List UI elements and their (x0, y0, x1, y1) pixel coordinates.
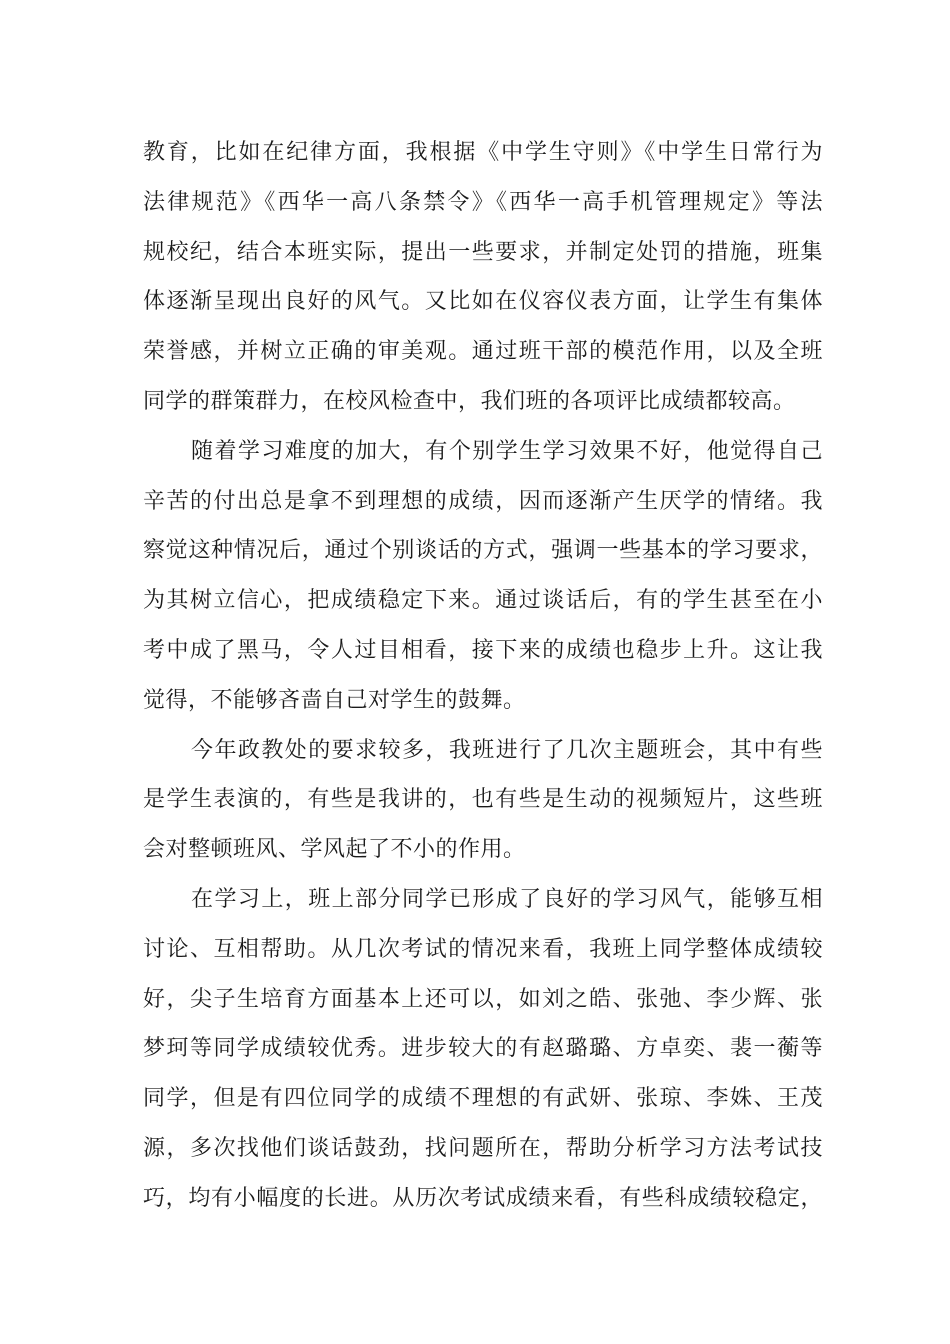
text-line: 梦珂等同学成绩较优秀。进步较大的有赵璐璐、方卓奕、裴一蘅等 (143, 1036, 823, 1062)
text-line: 讨论、互相帮助。从几次考试的情况来看，我班上同学整体成绩较 (143, 936, 823, 962)
text-line: 同学，但是有四位同学的成绩不理想的有武妍、张琼、李姝、王茂 (143, 1086, 823, 1112)
text-line: 考中成了黑马，令人过目相看，接下来的成绩也稳步上升。这让我 (143, 637, 823, 663)
text-line: 好，尖子生培育方面基本上还可以，如刘之皓、张弛、李少辉、张 (143, 986, 823, 1012)
text-line: 觉得，不能够吝啬自己对学生的鼓舞。 (143, 687, 526, 713)
text-line: 荣誉感，并树立正确的审美观。通过班干部的模范作用，以及全班 (143, 339, 823, 365)
paragraph-first-line: 随着学习难度的加大，有个别学生学习效果不好，他觉得自己 (191, 438, 823, 464)
paragraph-first-line: 今年政教处的要求较多，我班进行了几次主题班会，其中有些 (191, 737, 823, 763)
text-line: 教育，比如在纪律方面，我根据《中学生守则》《中学生日常行为 (143, 140, 823, 165)
text-line: 同学的群策群力，在校风检查中，我们班的各项评比成绩都较高。 (143, 388, 796, 414)
text-line: 会对整顿班风、学风起了不小的作用。 (143, 837, 526, 863)
text-line: 察觉这种情况后，通过个别谈话的方式，强调一些基本的学习要求， (143, 538, 823, 564)
text-line: 是学生表演的，有些是我讲的，也有些是生动的视频短片，这些班 (143, 787, 823, 813)
paragraph-first-line: 在学习上，班上部分同学已形成了良好的学习风气，能够互相 (191, 886, 823, 912)
text-line: 源，多次找他们谈话鼓劲，找问题所在，帮助分析学习方法考试技 (143, 1135, 823, 1161)
text-line: 规校纪，结合本班实际，提出一些要求，并制定处罚的措施，班集 (143, 239, 823, 265)
body-text (143, 128, 823, 1224)
text-line: 为其树立信心，把成绩稳定下来。通过谈话后，有的学生甚至在小 (143, 588, 823, 614)
text-line: 辛苦的付出总是拿不到理想的成绩，因而逐渐产生厌学的情绪。我 (143, 488, 823, 514)
text-line: 法律规范》《西华一高八条禁令》《西华一高手机管理规定》等法 (143, 189, 823, 215)
text-line: 体逐渐呈现出良好的风气。又比如在仪容仪表方面，让学生有集体 (143, 289, 823, 315)
text-line: 巧，均有小幅度的长进。从历次考试成绩来看，有些科成绩较稳定， (143, 1185, 823, 1211)
